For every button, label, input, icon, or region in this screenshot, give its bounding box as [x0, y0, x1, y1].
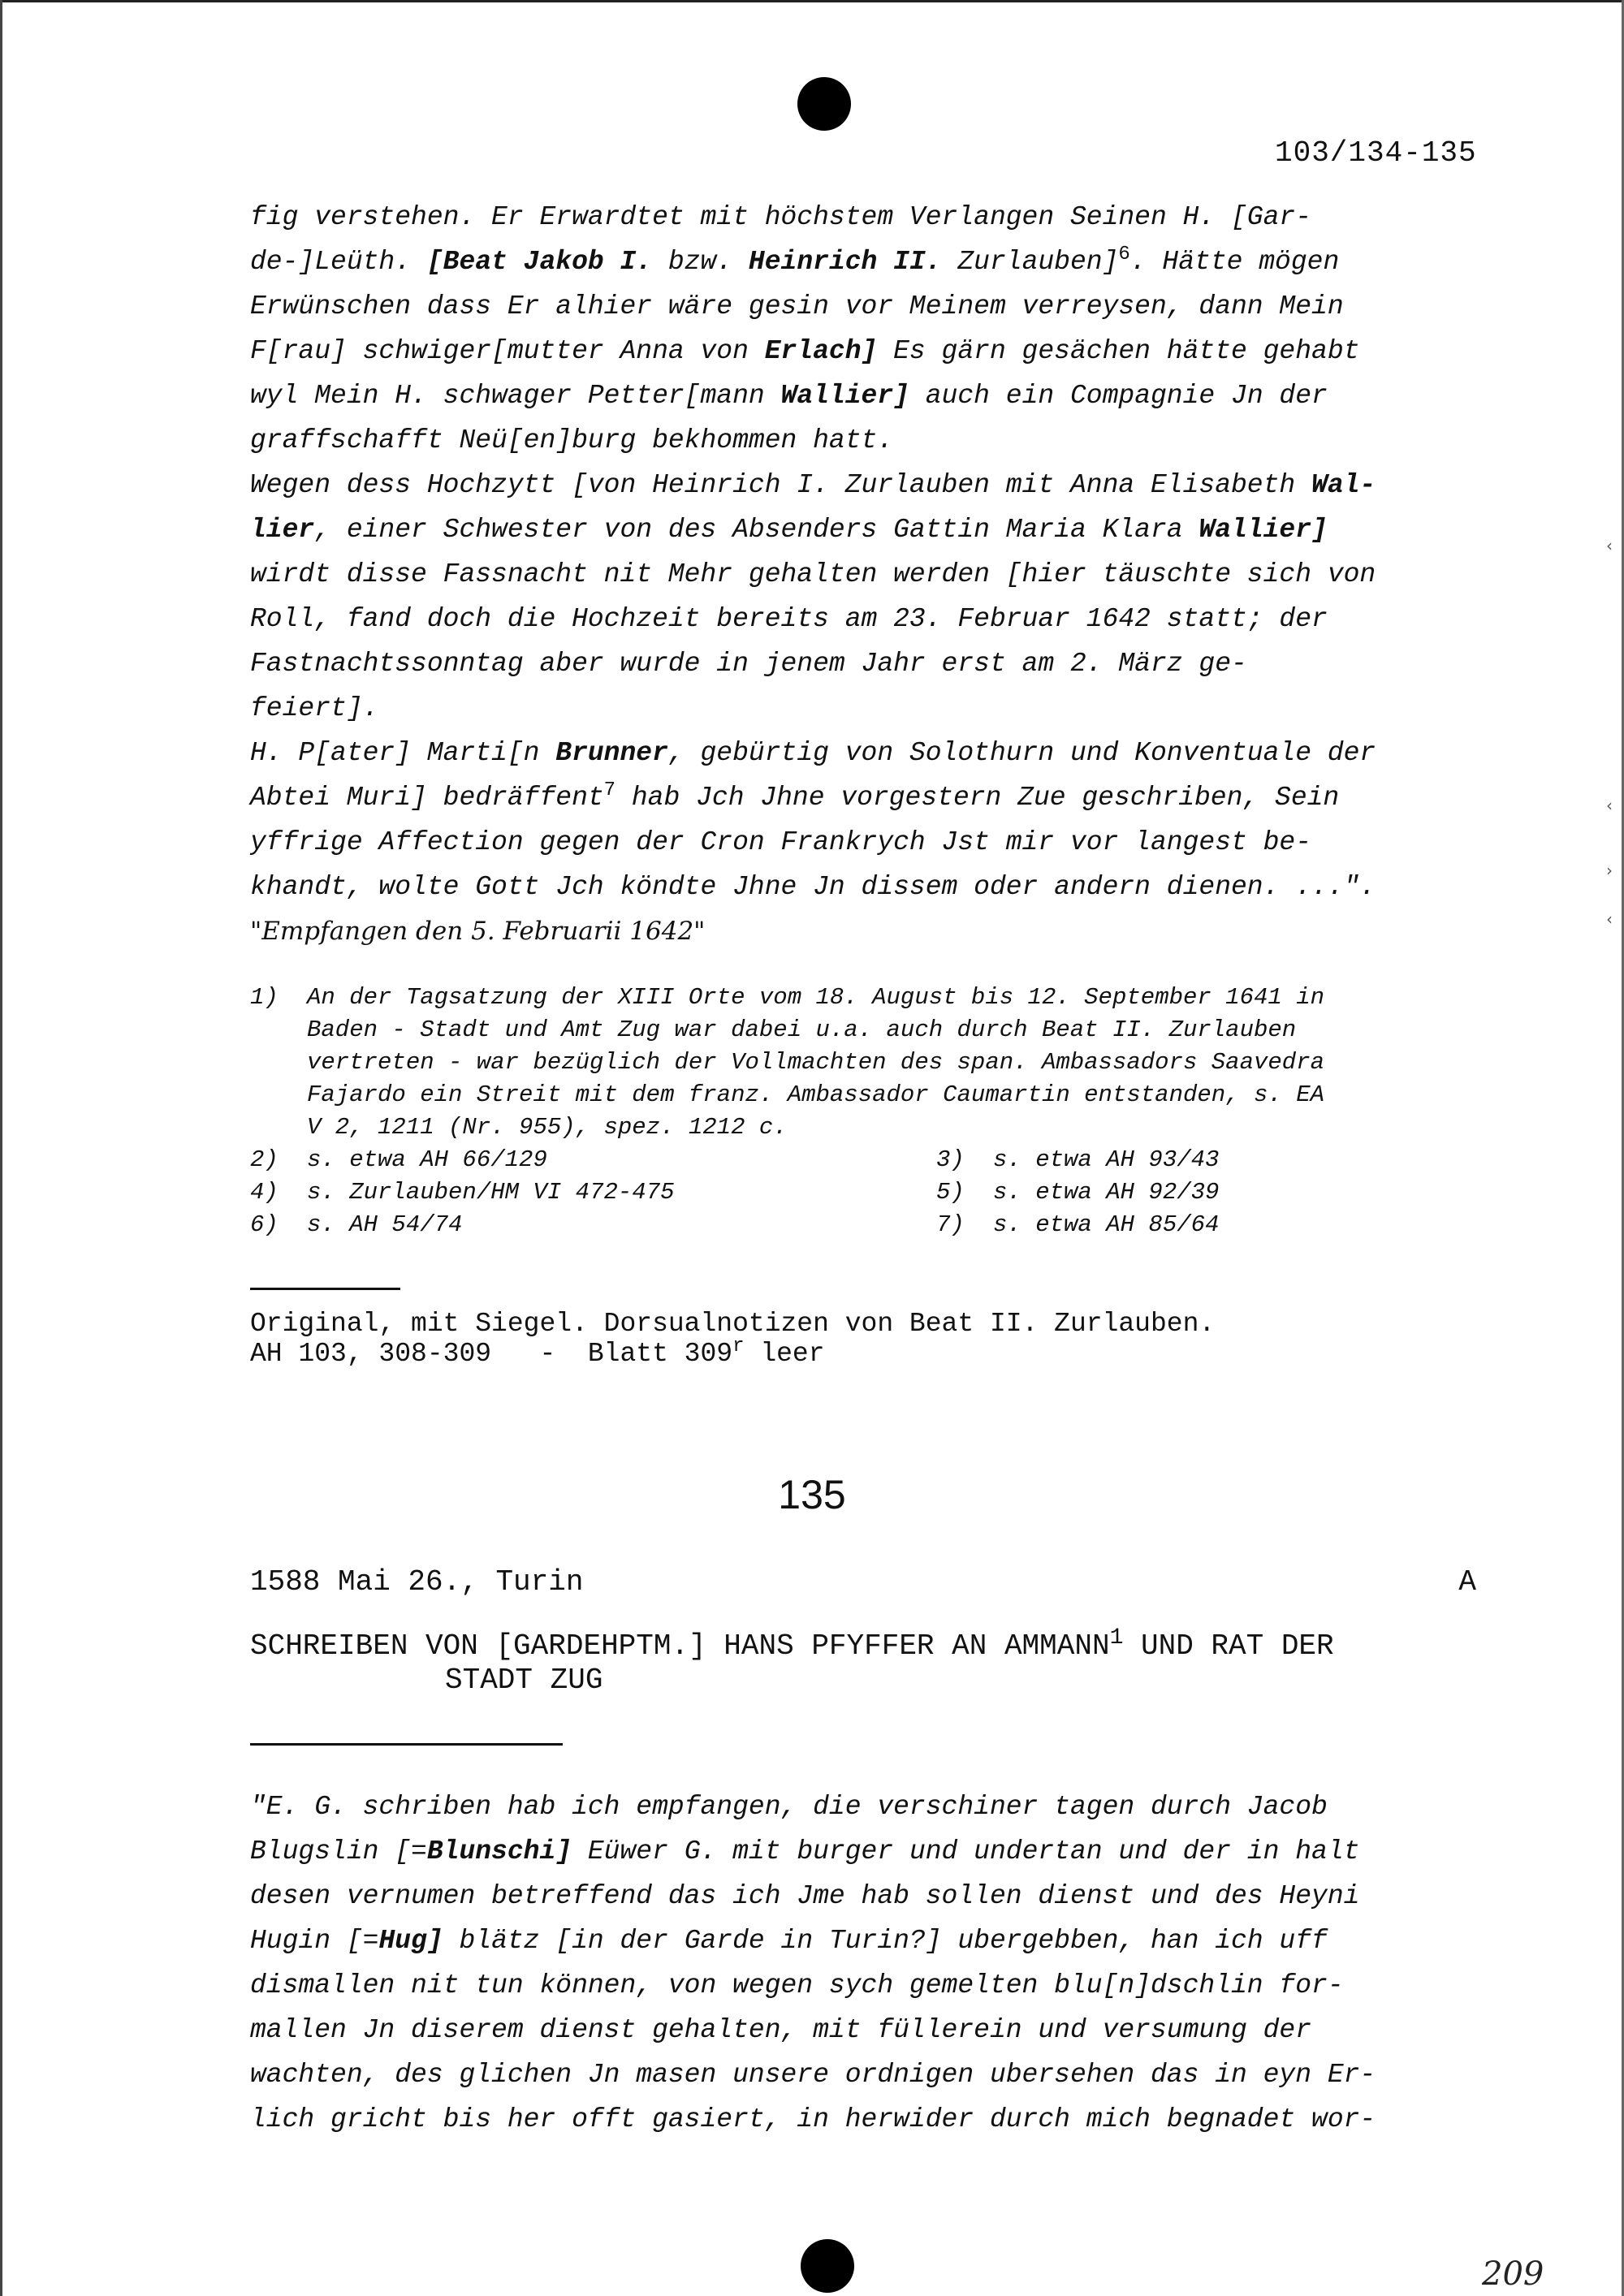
footnote-7 — [936, 1209, 1497, 1241]
paragraph — [250, 731, 1517, 955]
footnote-4 — [250, 1176, 936, 1209]
text-run: hab Jch Jhne vorgestern Zue geschriben, Sein — [615, 783, 1340, 813]
text-run: Wallier] — [780, 381, 909, 411]
document-text — [250, 1785, 1517, 2142]
page-reference: 103/134-135 — [1275, 136, 1477, 170]
text-run: wyl Mein H. schwager Petter[mann — [250, 381, 781, 411]
text-run: Abtei Muri] bedräffent — [250, 783, 604, 813]
heading-superscript: 1 — [1109, 1625, 1124, 1651]
document-heading — [250, 1625, 1517, 1698]
text-run: H. P[ater] Marti[n — [250, 738, 556, 768]
text-run: Erlach] — [764, 336, 878, 366]
footnote-line: V 2, 1211 (Nr. 955), spez. 1212 c. — [307, 1114, 788, 1141]
text-line: "E. G. schriben hab ich empfangen, die verschiner tagen durch Jacob — [250, 1792, 1328, 1822]
text-run: Wal- — [1311, 470, 1376, 500]
text-run: , gebürtig von Solothurn und Konventuale der — [667, 738, 1376, 768]
paragraph — [250, 195, 1517, 463]
text-run: graffschafft Neü[en]burg bekhommen hatt. — [250, 425, 894, 455]
footnote-marker: 6 — [1118, 244, 1130, 265]
footnote-number: 6) — [250, 1211, 279, 1238]
footnote-marker: 7 — [603, 779, 616, 801]
text-run: Erwünschen dass Er alhier wäre gesin vor Meinem verreysen, dann Mein — [250, 291, 1344, 322]
text-run: [Beat Jakob I. — [426, 247, 653, 277]
document-number: 135 — [778, 1472, 846, 1517]
text-line: desen vernumen betreffend das ich Jme hab sollen dienst und des Heyni — [250, 1881, 1360, 1911]
footnote-row — [250, 1144, 1541, 1176]
source-note-line-2 — [250, 1336, 1215, 1369]
text-run: wirdt disse Fassnacht nit Mehr gehalten werden [hier täuschte sich von — [250, 559, 1376, 589]
document-dateline — [250, 1565, 1476, 1599]
footnote-line: Fajardo ein Streit mit dem franz. Ambassador Caumartin entstanden, s. EA — [307, 1081, 1325, 1108]
text-line — [250, 1829, 1517, 1874]
footnote-row — [250, 1176, 1541, 1209]
date-place: 1588 Mai 26., Turin — [250, 1565, 584, 1599]
footnote-2 — [250, 1144, 936, 1176]
footnote-number: 4) — [250, 1179, 279, 1206]
text-run: Wegen dess Hochzytt [von Heinrich I. Zurlauben mit Anna Elisabeth — [250, 470, 1312, 500]
text-run: Hug] — [378, 1926, 443, 1956]
footnote-number: 5) — [936, 1179, 965, 1206]
text-line: lich gricht bis her offt gasiert, in herwider durch mich begnadet wor- — [250, 2104, 1376, 2134]
margin-mark: ‹ — [1606, 796, 1613, 815]
source-note — [250, 1309, 1215, 1369]
text-run: Heinrich II. — [748, 247, 942, 277]
text-run: bzw. — [652, 247, 749, 277]
footnote-3 — [936, 1144, 1497, 1176]
text-run: feiert]. — [250, 693, 379, 723]
text-run: Fastnachtssonntag aber wurde in jenem Jahr erst am 2. März ge- — [250, 649, 1247, 679]
letter-continued-text — [250, 195, 1517, 955]
text-run: , einer Schwester von des Absenders Gattin Maria Klara — [314, 515, 1199, 545]
text-line — [250, 1918, 1517, 1963]
margin-mark: ‹ — [1606, 536, 1613, 555]
source-note-archive: AH 103, 308-309 - Blatt 309 — [250, 1339, 733, 1369]
footnote-5 — [936, 1176, 1497, 1209]
source-note-status: leer — [744, 1339, 825, 1369]
text-run: de-]Leüth. — [250, 247, 427, 277]
source-note-line-1: Original, mit Siegel. Dorsualnotizen von Beat II. Zurlauben. — [250, 1309, 1216, 1339]
footnote-text: s. Zurlauben/HM VI 472-475 — [307, 1179, 675, 1206]
footnote-number: 3) — [936, 1146, 965, 1173]
footnote-number: 1) — [250, 984, 279, 1011]
text-run: Blunschi] — [426, 1836, 572, 1867]
text-run: . Hätte mögen — [1129, 247, 1340, 277]
margin-mark: › — [1606, 861, 1613, 880]
text-run: lier — [250, 515, 315, 545]
text-run: yffrige Affection gegen der Cron Frankrych Jst mir vor langest be- — [250, 827, 1312, 857]
text-line: wachten, des glichen Jn masen unsere ordnigen ubersehen das in eyn Er- — [250, 2060, 1376, 2090]
footnote-line: An der Tagsatzung der XIII Orte vom 18. August bis 12. September 1641 in — [307, 984, 1325, 1011]
source-note-superscript: r — [732, 1336, 745, 1357]
handwritten-note: "Empfangen den 5. Februarii 1642" — [250, 917, 706, 946]
text-run: fig verstehen. Er Erwardtet mit höchstem Verlangen Seinen H. [Gar- — [250, 202, 1312, 232]
heading-text: SCHREIBEN VON [GARDEHPTM.] HANS PFYFFER AN AMMANN — [250, 1629, 1110, 1663]
text-run: Zurlauben] — [941, 247, 1119, 277]
footnote-text: s. etwa AH 93/43 — [993, 1146, 1220, 1173]
footnote-number: 2) — [250, 1146, 279, 1173]
footnote-row — [250, 1209, 1541, 1241]
text-line: mallen Jn diserem dienst gehalten, mit füllerein und versumung der — [250, 2015, 1312, 2045]
text-run: blätz [in der Garde in Turin?] ubergebben, han ich uff — [443, 1926, 1328, 1956]
heading-divider — [250, 1743, 563, 1746]
text-run: Es gärn gesächen hätte gehabt — [877, 336, 1360, 366]
text-run: Blugslin [= — [250, 1836, 427, 1867]
text-run: Roll, fand doch die Hochzeit bereits am 23. Februar 1642 statt; der — [250, 604, 1328, 634]
footnote-line: Baden - Stadt und Amt Zug war dabei u.a. auch durch Beat II. Zurlauben — [307, 1016, 1297, 1043]
text-run: F[rau] schwiger[mutter Anna von — [250, 336, 765, 366]
paragraph — [250, 463, 1517, 731]
text-run: Eüwer G. mit burger und undertan und der in halt — [572, 1836, 1360, 1867]
text-run: Brunner — [555, 738, 668, 768]
footnote-1 — [250, 982, 1541, 1144]
footnotes — [250, 982, 1541, 1241]
footnote-text: s. etwa AH 66/129 — [307, 1146, 547, 1173]
page-frame-top — [0, 0, 1624, 2]
text-run: Hugin [= — [250, 1926, 379, 1956]
text-run: khandt, wolte Gott Jch köndte Jhne Jn dissem oder andern dienen. ...". — [250, 872, 1376, 902]
page-frame-left — [0, 0, 2, 2296]
heading-text: UND RAT DER — [1123, 1629, 1334, 1663]
footnote-line: vertreten - war bezüglich der Vollmachten des span. Ambassadors Saavedra — [307, 1049, 1325, 1076]
footnote-text: s. etwa AH 85/64 — [993, 1211, 1220, 1238]
margin-mark: ‹ — [1606, 909, 1613, 929]
punch-hole-bottom-icon — [801, 2239, 854, 2293]
text-run: auch ein Compagnie Jn der — [909, 381, 1328, 411]
footnote-text: s. etwa AH 92/39 — [993, 1179, 1220, 1206]
punch-hole-top-icon — [797, 77, 851, 131]
text-line: dismallen nit tun können, von wegen sych gemelten blu[n]dschlin for- — [250, 1970, 1344, 2000]
document-type-code: A — [1458, 1565, 1476, 1599]
footnote-6 — [250, 1209, 936, 1241]
heading-line-1 — [250, 1625, 1517, 1664]
section-divider — [250, 1288, 400, 1290]
footnote-text: s. AH 54/74 — [307, 1211, 463, 1238]
heading-line-2: STADT ZUG — [445, 1664, 603, 1697]
page-number: 209 — [1482, 2255, 1544, 2293]
footnote-number: 7) — [936, 1211, 965, 1238]
text-run: Wallier] — [1199, 515, 1328, 545]
